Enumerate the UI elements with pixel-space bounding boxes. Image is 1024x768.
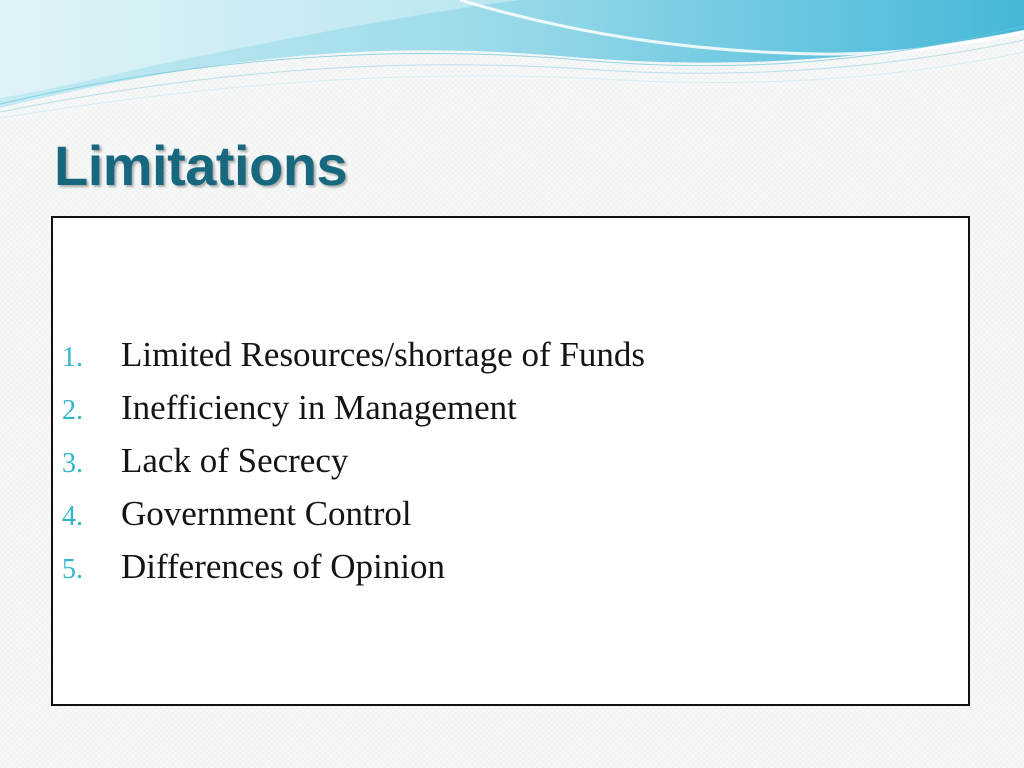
list-item-text: Lack of Secrecy xyxy=(121,441,349,480)
list-item-text: Government Control xyxy=(121,494,412,533)
list-item xyxy=(62,328,645,381)
list-item xyxy=(62,381,645,434)
list-item-number: 2. xyxy=(62,395,83,426)
list-item-text: Differences of Opinion xyxy=(121,547,445,586)
decorative-wave-banner xyxy=(0,0,1024,120)
list-item-text: Limited Resources/shortage of Funds xyxy=(121,335,645,374)
list-item xyxy=(62,487,645,540)
list-item-number: 1. xyxy=(62,342,83,373)
list-item-text: Inefficiency in Management xyxy=(121,388,517,427)
list-item xyxy=(62,540,645,593)
list-item-number: 3. xyxy=(62,448,83,479)
content-box xyxy=(51,216,970,706)
list-item xyxy=(62,434,645,487)
list-item-number: 4. xyxy=(62,501,83,532)
list-item-number: 5. xyxy=(62,554,83,585)
slide-title: Limitations xyxy=(54,134,348,197)
limitations-list xyxy=(62,328,645,593)
